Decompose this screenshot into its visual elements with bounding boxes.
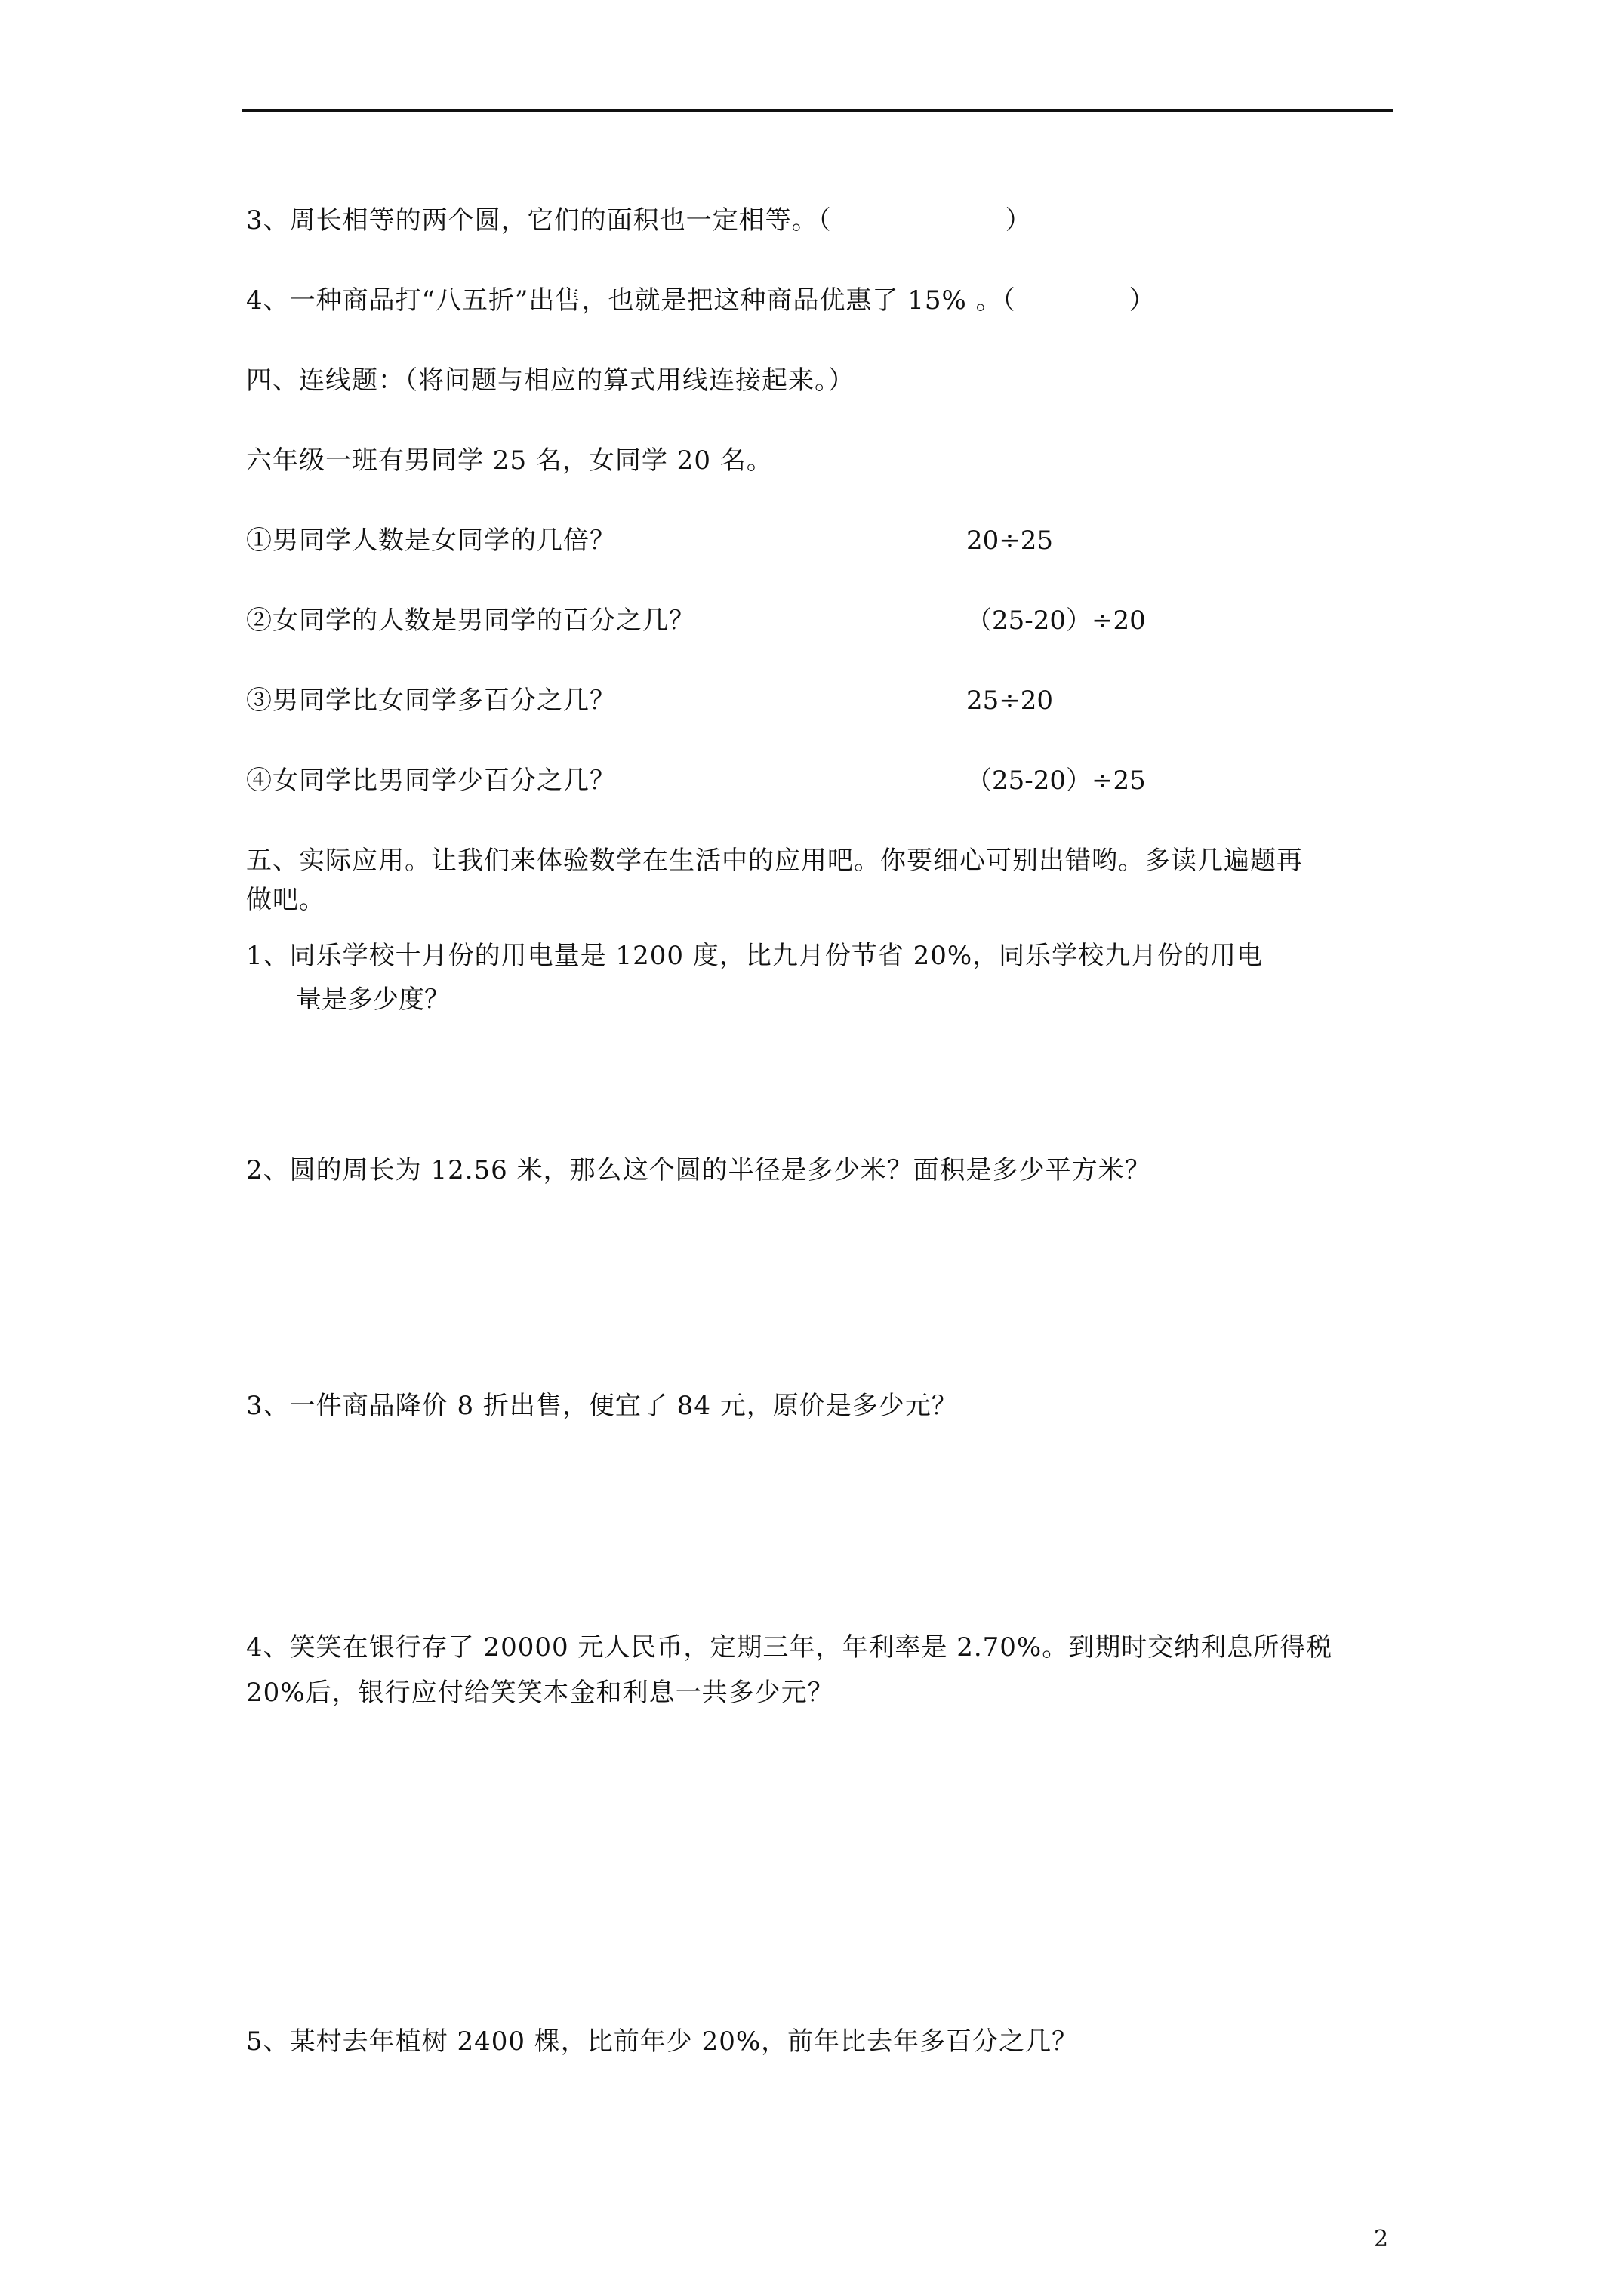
application-heading-line-1: 五、实际应用。让我们来体验数学在生活中的应用吧。你要细心可别出错哟。多读几遍题再: [246, 846, 1303, 876]
page-number: 2: [1374, 2226, 1389, 2252]
judgment-question-4-text: 4、一种商品打“八五折”出售，也就是把这种商品优惠了 15% 。（: [246, 285, 1016, 316]
matching-question-4: ④女同学比男同学少百分之几？: [246, 766, 616, 796]
matching-formula-3[interactable]: 25÷20: [966, 686, 1054, 716]
matching-formula-2[interactable]: （25-20）÷20: [966, 606, 1146, 636]
matching-heading: 四、连线题：（将问题与相应的算式用线连接起来。）: [246, 365, 855, 396]
judgment-question-3-close: ）: [1005, 205, 1032, 236]
application-problem-1-line-1: 1、同乐学校十月份的用电量是 1200 度，比九月份节省 20%，同乐学校九月份的用电: [246, 941, 1264, 971]
matching-formula-4[interactable]: （25-20）÷25: [966, 766, 1146, 796]
application-problem-2: 2、圆的周长为 12.56 米，那么这个圆的半径是多少米？面积是多少平方米？: [246, 1155, 1151, 1185]
matching-question-1: ①男同学人数是女同学的几倍？: [246, 525, 616, 556]
application-problem-4-line-2: 20%后，银行应付给笑笑本金和利息一共多少元？: [246, 1678, 834, 1708]
judgment-question-4: [246, 275, 1156, 326]
matching-question-2: ②女同学的人数是男同学的百分之几？: [246, 606, 695, 636]
judgment-question-3: [246, 195, 1032, 246]
matching-intro: 六年级一班有男同学 25 名，女同学 20 名。: [246, 445, 773, 476]
judgment-question-4-close: ）: [1129, 285, 1156, 316]
application-heading-line-2: 做吧。: [246, 885, 325, 915]
application-problem-4-line-1: 4、笑笑在银行存了 20000 元人民币，定期三年，年利率是 2.70%。到期时交纳利息所得税: [246, 1632, 1333, 1663]
matching-question-3: ③男同学比女同学多百分之几？: [246, 686, 616, 716]
judgment-question-3-text: 3、周长相等的两个圆，它们的面积也一定相等。（: [246, 205, 832, 236]
application-problem-1-line-2: 量是多少度？: [296, 985, 450, 1015]
header-rule: [242, 109, 1393, 112]
application-problem-3: 3、一件商品降价 8 折出售，便宜了 84 元，原价是多少元？: [246, 1391, 958, 1421]
matching-formula-1[interactable]: 20÷25: [966, 525, 1054, 556]
application-problem-5: 5、某村去年植树 2400 棵，比前年少 20%，前年比去年多百分之几？: [246, 2026, 1079, 2057]
